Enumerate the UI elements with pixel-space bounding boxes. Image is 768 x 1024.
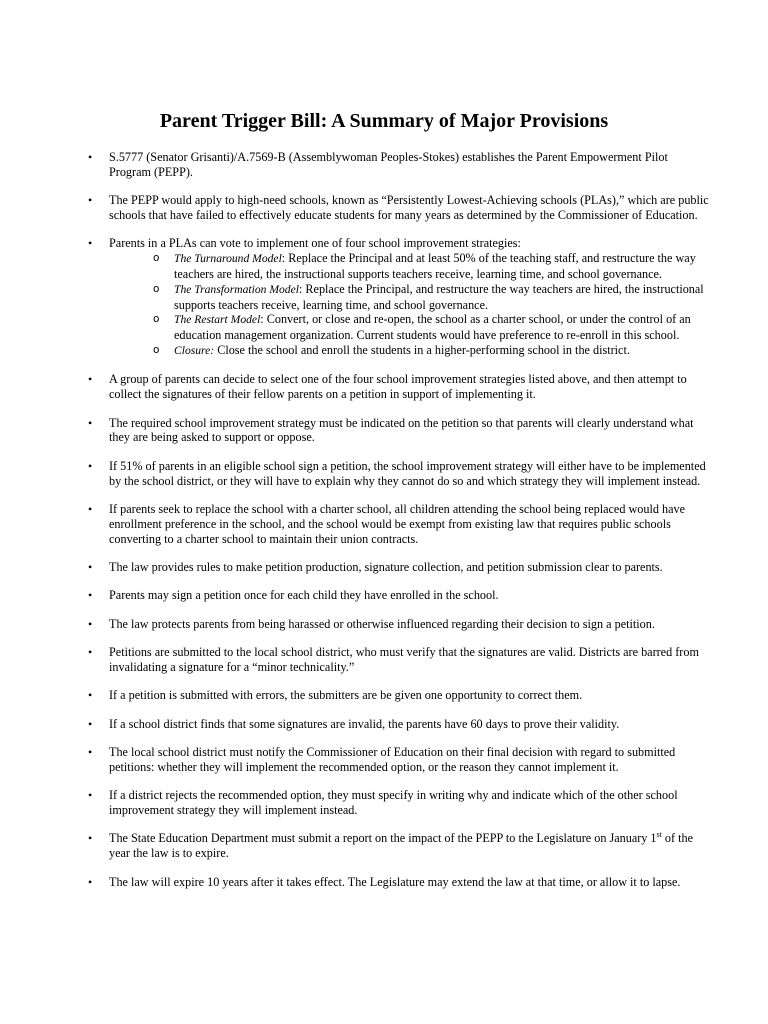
list-item: • Parents may sign a petition once for each child they have enrolled in the school. bbox=[88, 588, 712, 603]
list-item: • The law will expire 10 years after it takes effect. The Legislature may extend the law at that time, or allow it to lapse. bbox=[88, 875, 712, 890]
list-item-text: Parents in a PLAs can vote to implement one of four school improvement strategies: bbox=[109, 236, 521, 251]
sub-item bbox=[153, 312, 712, 343]
list-item: • Petitions are submitted to the local school district, who must verify that the signatures are valid. Districts are barred from invalidating a signature for a “minor technicality.” bbox=[88, 645, 712, 675]
list-item bbox=[88, 236, 712, 358]
strategy-name: The Transformation Model bbox=[174, 282, 299, 296]
list-item: • The PEPP would apply to high-need schools, known as “Persistently Lowest-Achieving schools (PLAs),” which are public schools that have failed to effectively educate students for many years as determined by the Commissioner of Education. bbox=[88, 193, 712, 223]
list-item: • The required school improvement strategy must be indicated on the petition so that parents will clearly understand what they are being asked to support or oppose. bbox=[88, 416, 712, 446]
list-item: • If a school district finds that some signatures are invalid, the parents have 60 days to prove their validity. bbox=[88, 717, 712, 732]
strategies-sublist bbox=[109, 251, 712, 359]
strategy-name: The Turnaround Model bbox=[174, 252, 282, 266]
sub-item bbox=[153, 343, 712, 359]
strategy-text: : Replace the Principal, and restructure the way teachers are hired, the instructional supports teachers receive, learning time, and school governance. bbox=[174, 281, 704, 312]
strategy-name: The Restart Model bbox=[174, 313, 261, 327]
list-item-text: The State Education Department must submit a report on the impact of the PEPP to the Legislature on January 1 bbox=[109, 831, 657, 846]
strategy-text: : Replace the Principal and at least 50% of the teaching staff, and restructure the way teachers are hired, the instructional supports teachers receive, learning time, and school governance. bbox=[174, 251, 696, 281]
list-item: • A group of parents can decide to select one of the four school improvement strategies listed above, and then attempt to collect the signatures of their fellow parents on a petition in support of implementing it. bbox=[88, 372, 712, 402]
provisions-list bbox=[88, 150, 712, 903]
sub-item bbox=[153, 251, 712, 282]
strategy-text: Close the school and enroll the students in a higher-performing school in the district. bbox=[214, 342, 630, 357]
list-item: • S.5777 (Senator Grisanti)/A.7569-B (Assemblywoman Peoples-Stokes) establishes the Parent Empowerment Pilot Program (PEPP). bbox=[88, 150, 712, 180]
document-title: Parent Trigger Bill: A Summary of Major Provisions bbox=[159, 110, 609, 132]
list-item: • If a district rejects the recommended option, they must specify in writing why and indicate which of the other school improvement strategy they will implement instead. bbox=[88, 788, 712, 818]
strategy-text: : Convert, or close and re-open, the school as a charter school, or under the control of an education management organization. Current students would have preference to re-enroll in this school. bbox=[174, 312, 691, 343]
list-item: • The law protects parents from being harassed or otherwise influenced regarding their decision to sign a petition. bbox=[88, 617, 712, 632]
ordinal-suffix: st bbox=[656, 830, 662, 840]
strategy-name: Closure: bbox=[174, 343, 215, 357]
list-item: • The law provides rules to make petition production, signature collection, and petition submission clear to parents. bbox=[88, 560, 712, 575]
sub-item bbox=[153, 282, 712, 313]
list-item-text: of the year the law is to expire. bbox=[109, 831, 694, 861]
list-item bbox=[88, 831, 712, 861]
list-item: • If 51% of parents in an eligible school sign a petition, the school improvement strategy will either have to be implemented by the school district, or they will have to explain why they cannot do so and which strategy they will implement instead. bbox=[88, 459, 712, 489]
list-item: • If a petition is submitted with errors, the submitters are be given one opportunity to correct them. bbox=[88, 688, 712, 703]
list-item: • If parents seek to replace the school with a charter school, all children attending the school being replaced would have enrollment preference in the school, and the school would be exempt from existing law that requires public schools converting to a charter school to maintain their union contracts. bbox=[88, 502, 712, 546]
list-item: • The local school district must notify the Commissioner of Education on their final decision with regard to submitted petitions: whether they will implement the recommended option, or the reason they cannot implement it. bbox=[88, 745, 712, 775]
